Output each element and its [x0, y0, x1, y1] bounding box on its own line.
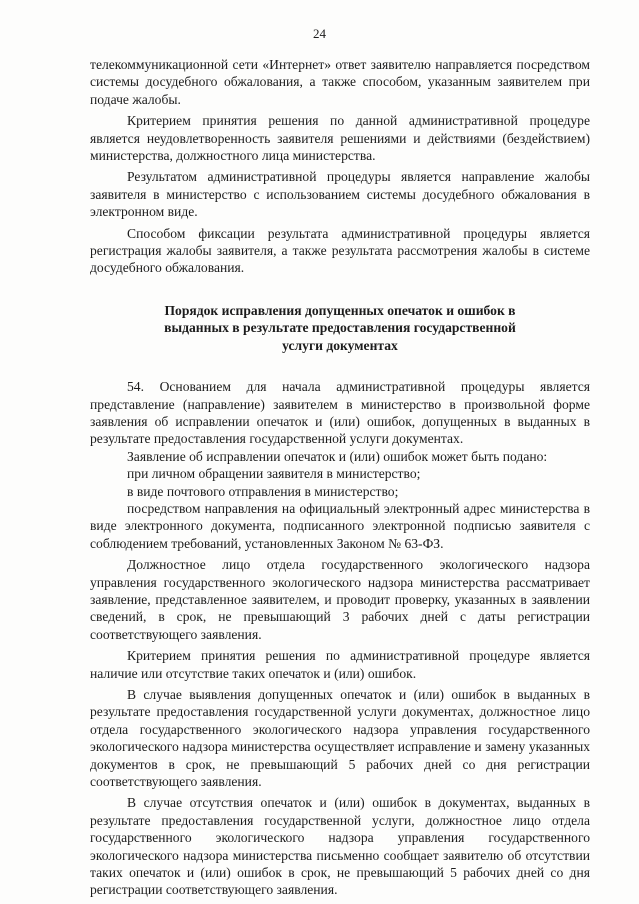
list-item-postal: в виде почтового отправления в министерство;: [127, 483, 399, 499]
page-number: 24: [313, 26, 326, 41]
paragraph-fixation-method: Способом фиксации результата административной процедуры является регистрация жалобы заявителя, а также результата рассмотрения жалобы в системе досудебного обжалования.: [90, 225, 590, 276]
paragraph-errors-found: В случае выявления допущенных опечаток и (или) ошибок в выданных в результате предоставления государственной услуги документах, должностное лицо отдела государственного экологического надзора управления государственного экологического надзора министерства осуществляет исправление и замену указанных документов в срок, не превышающий 5 рабочих дней со дня регистрации соответствующего заявления.: [90, 687, 590, 790]
section-heading-line: Порядок исправления допущенных опечаток и ошибок в: [164, 302, 516, 318]
section-heading: [90, 302, 590, 354]
paragraph-submission-intro: Заявление об исправлении опечаток и (или) ошибок может быть подано:: [127, 448, 548, 464]
paragraph-criterion-complaint: Критерием принятия решения по данной административной процедуре является неудовлетворенность заявителя решениями и действиями (бездействием) министерства, должностного лица министерства.: [90, 113, 590, 164]
section-heading-line: выданных в результате предоставления государственной: [164, 320, 516, 336]
paragraph-54-basis: 54. Основанием для начала административной процедуры является представление (направление) заявителем в министерство в произвольной форме заявления об исправлении опечаток и (или) ошибок, допущенных в выданных в результате предоставления государственной услуги документах.: [90, 379, 590, 447]
section-heading-line: услуги документах: [282, 337, 398, 353]
list-item-electronic: посредством направления на официальный электронный адрес министерства в виде электронного документа, подписанного электронной подписью заявителя с соблюдением требований, установленных Законом № 63-ФЗ.: [90, 500, 590, 551]
paragraph-decision-criterion: Критерием принятия решения по административной процедуре является наличие или отсутствие таких опечаток и (или) ошибок.: [90, 648, 590, 681]
paragraph-result-complaint: Результатом административной процедуры является направление жалобы заявителя в министерство с использованием системы досудебного обжалования в электронном виде.: [90, 169, 590, 220]
paragraph-continuation: телекоммуникационной сети «Интернет» ответ заявителю направляется посредством системы досудебного обжалования, а также способом, указанным заявителем при подаче жалобы.: [90, 57, 590, 107]
paragraph-no-errors: В случае отсутствия опечаток и (или) ошибок в документах, выданных в результате предоставления государственной услуги, должностное лицо отдела государственного экологического надзора управления государственного экологического надзора министерства письменно сообщает заявителю об отсутствии таких опечаток и (или) ошибок в срок, не превышающий 5 рабочих дней со дня регистрации соответствующего заявления.: [90, 795, 590, 898]
list-item-personal: при личном обращении заявителя в министерство;: [127, 466, 421, 482]
document-body: [90, 56, 590, 899]
paragraph-official-review: Должностное лицо отдела государственного экологического надзора управления государственного экологического надзора министерства рассматривает заявление, представленное заявителем, и проводит проверку, указанных в заявлении сведений, в срок, не превышающий 3 рабочих дней с даты регистрации соответствующего заявления.: [90, 557, 590, 642]
